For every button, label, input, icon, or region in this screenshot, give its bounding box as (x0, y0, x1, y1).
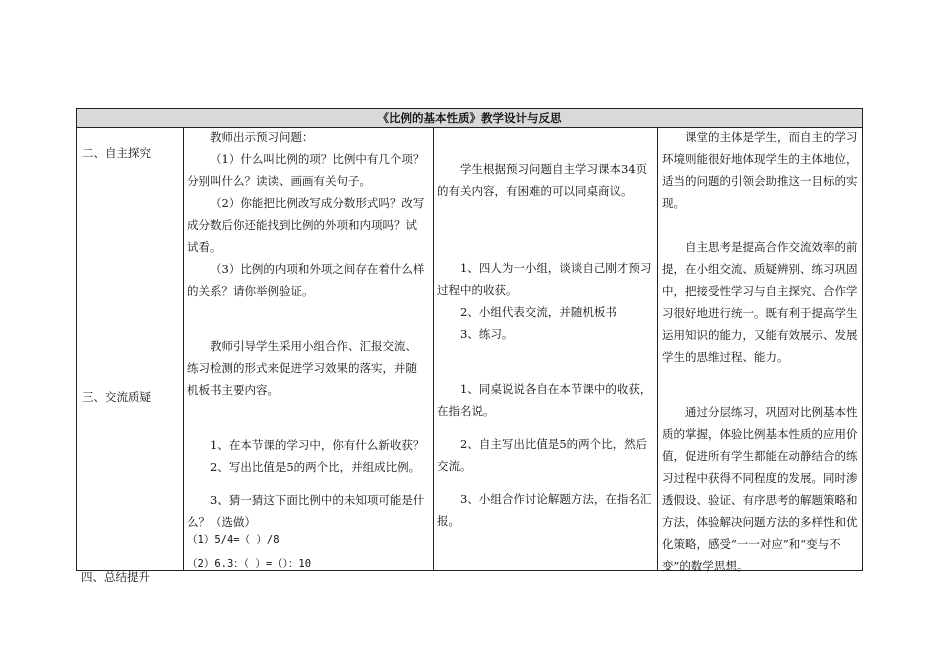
student-group-2: 2、小组代表交流，并随机板书 (460, 305, 617, 319)
student-group-3: 3、练习。 (460, 327, 514, 341)
section-label-explore: 二、自主探究 (82, 146, 151, 160)
student-exchange-1: 1、同桌说说各自在本节课中的收获，在指名说。 (437, 382, 652, 418)
teacher-question-2: （2）你能把比例改写成分数形式吗？改写成分数后你还能找到比例的外项和内项吗？试试看。 (187, 196, 425, 254)
teacher-exchange-1: 1、在本节课的学习中，你有什么新收获？ (210, 438, 425, 452)
column-divider (183, 128, 184, 570)
student-self-study: 学生根据预习问题自主学习课本34页的有关内容，有困难的可以同桌商议。 (437, 162, 648, 198)
table-title: 《比例的基本性质》教学设计与反思 (77, 109, 862, 128)
teacher-exercise-1: （1）5/4=（ ）/8 (187, 534, 280, 546)
teacher-exchange-2: 2、写出比值是5的两个比，并组成比例。 (210, 460, 421, 474)
column-divider (657, 128, 658, 570)
teacher-guidance: 教师引导学生采用小组合作、汇报交流、练习检测的形式来促进学习效果的落实，并随机板书主要内容。 (187, 339, 417, 397)
reflection-column (662, 126, 858, 577)
teacher-exchange-3: 3、猜一猜这下面比例中的未知项可能是什么？（选做） (187, 493, 425, 529)
teacher-question-3: （3）比例的内项和外项之间存在着什么样的关系？请你举例验证。 (187, 262, 425, 298)
student-exchange-2: 2、自主写出比值是5的两个比，然后交流。 (437, 437, 648, 473)
column-divider (433, 128, 434, 570)
section-label-exchange: 三、交流质疑 (82, 390, 151, 404)
section-label-summary: 四、总结提升 (81, 570, 150, 584)
lesson-table (76, 108, 863, 571)
teacher-intro: 教师出示预习问题： (210, 130, 314, 144)
student-column (437, 158, 652, 532)
student-group-1: 1、四人为一小组，谈谈自己刚才预习过程中的收获。 (437, 261, 652, 297)
teacher-exercise-2: （2）6.3：（ ）=（）：10 (187, 558, 312, 570)
teacher-question-1: （1）什么叫比例的项？比例中有几个项？分别叫什么？读读、画画有关句子。 (187, 152, 425, 188)
reflection-3: 通过分层练习，巩固对比例基本性质的掌握，体验比例基本性质的应用价值，促进所有学生都能在动静结合的练习过程中获得不同程度的发展。同时渗透假设、验证、有序思考的解题策略和方法，体验解决问题方法的多样性和优化策略，感受“一一对应”和“变与不变”的数学思想。 (662, 405, 858, 573)
reflection-2: 自主思考是提高合作交流效率的前提，在小组交流、质疑辨别、练习巩固中，把接受性学习与自主探究、合作学习很好地进行统一。既有利于提高学生运用知识的能力，又能有效展示、发展学生的思维过程、能力。 (662, 240, 858, 364)
student-exchange-3: 3、小组合作讨论解题方法，在指名汇报。 (437, 492, 652, 528)
teacher-column (187, 126, 427, 573)
reflection-1: 课堂的主体是学生，而自主的学习环境则能很好地体现学生的主体地位，适当的问题的引领会助推这一目标的实现。 (662, 130, 858, 210)
